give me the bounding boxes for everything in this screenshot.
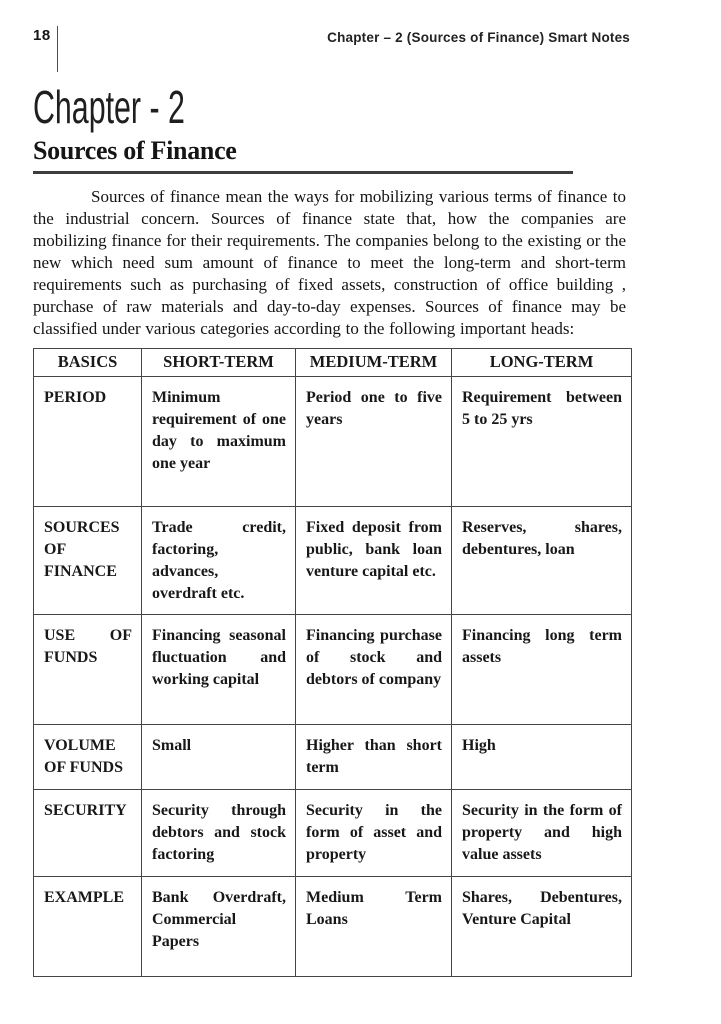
chapter-title: Chapter - 2 [33, 81, 185, 133]
table-header-row [34, 349, 632, 377]
table-cell: Security through debtors and stock factoring [142, 790, 296, 877]
running-header-text: Chapter – 2 (Sources of Finance) Smart Notes [327, 30, 630, 45]
table-cell: Minimum requirement of one day to maximum one year [142, 377, 296, 507]
page-number: 18 [33, 27, 51, 44]
table-row-use-of-funds [34, 615, 632, 725]
finance-comparison-table [33, 348, 632, 977]
table-row-volume-of-funds [34, 725, 632, 790]
table-cell: Trade credit, factoring, advances, overdraft etc. [142, 507, 296, 615]
table-cell: High [452, 725, 632, 790]
row-label: VOLUME OF FUNDS [34, 725, 142, 790]
table-cell: Security in the form of asset and property [296, 790, 452, 877]
table-cell: Security in the form of property and high value assets [452, 790, 632, 877]
table-cell: Financing seasonal fluctuation and working capital [142, 615, 296, 725]
section-title-rule [33, 171, 573, 174]
section-title: Sources of Finance [33, 136, 237, 165]
table-cell: Bank Overdraft, Commercial Papers [142, 877, 296, 977]
row-label: EXAMPLE [34, 877, 142, 977]
table-cell: Reserves, shares, debentures, loan [452, 507, 632, 615]
table-cell: Financing long term assets [452, 615, 632, 725]
table-row-security [34, 790, 632, 877]
column-header-medium-term: MEDIUM-TERM [296, 349, 452, 377]
table-row-period [34, 377, 632, 507]
table-cell: Small [142, 725, 296, 790]
column-header-short-term: SHORT-TERM [142, 349, 296, 377]
running-header-bar [33, 0, 630, 72]
row-label: SECURITY [34, 790, 142, 877]
table-row-example [34, 877, 632, 977]
page-number-block [33, 28, 58, 72]
table-cell: Requirement between 5 to 25 yrs [452, 377, 632, 507]
table-cell: Medium Term Loans [296, 877, 452, 977]
table-cell: Period one to five years [296, 377, 452, 507]
table-row-sources-of-finance [34, 507, 632, 615]
row-label: PERIOD [34, 377, 142, 507]
table-cell: Higher than short term [296, 725, 452, 790]
row-label: USE OF FUNDS [34, 615, 142, 725]
page-content [33, 0, 630, 977]
table-cell: Fixed deposit from public, bank loan venture capital etc. [296, 507, 452, 615]
row-label: SOURCES OF FINANCE [34, 507, 142, 615]
column-header-basics: BASICS [34, 349, 142, 377]
column-header-long-term: LONG-TERM [452, 349, 632, 377]
table-cell: Shares, Debentures, Venture Capital [452, 877, 632, 977]
intro-paragraph: Sources of finance mean the ways for mobilizing various terms of finance to the industrial concern. Sources of finance state that, how the companies are mobilizing finance for their requirements. The companies belong to the existing or the new which need sum amount of finance to meet the long-term and short-term requirements such as purchasing of fixed assets, construction of office building , purchase of raw materials and day-to-day expenses. Sources of finance may be classified under various categories according to the following important heads: [33, 187, 626, 338]
page-number-divider [57, 26, 58, 72]
table-cell: Financing purchase of stock and debtors of company [296, 615, 452, 725]
